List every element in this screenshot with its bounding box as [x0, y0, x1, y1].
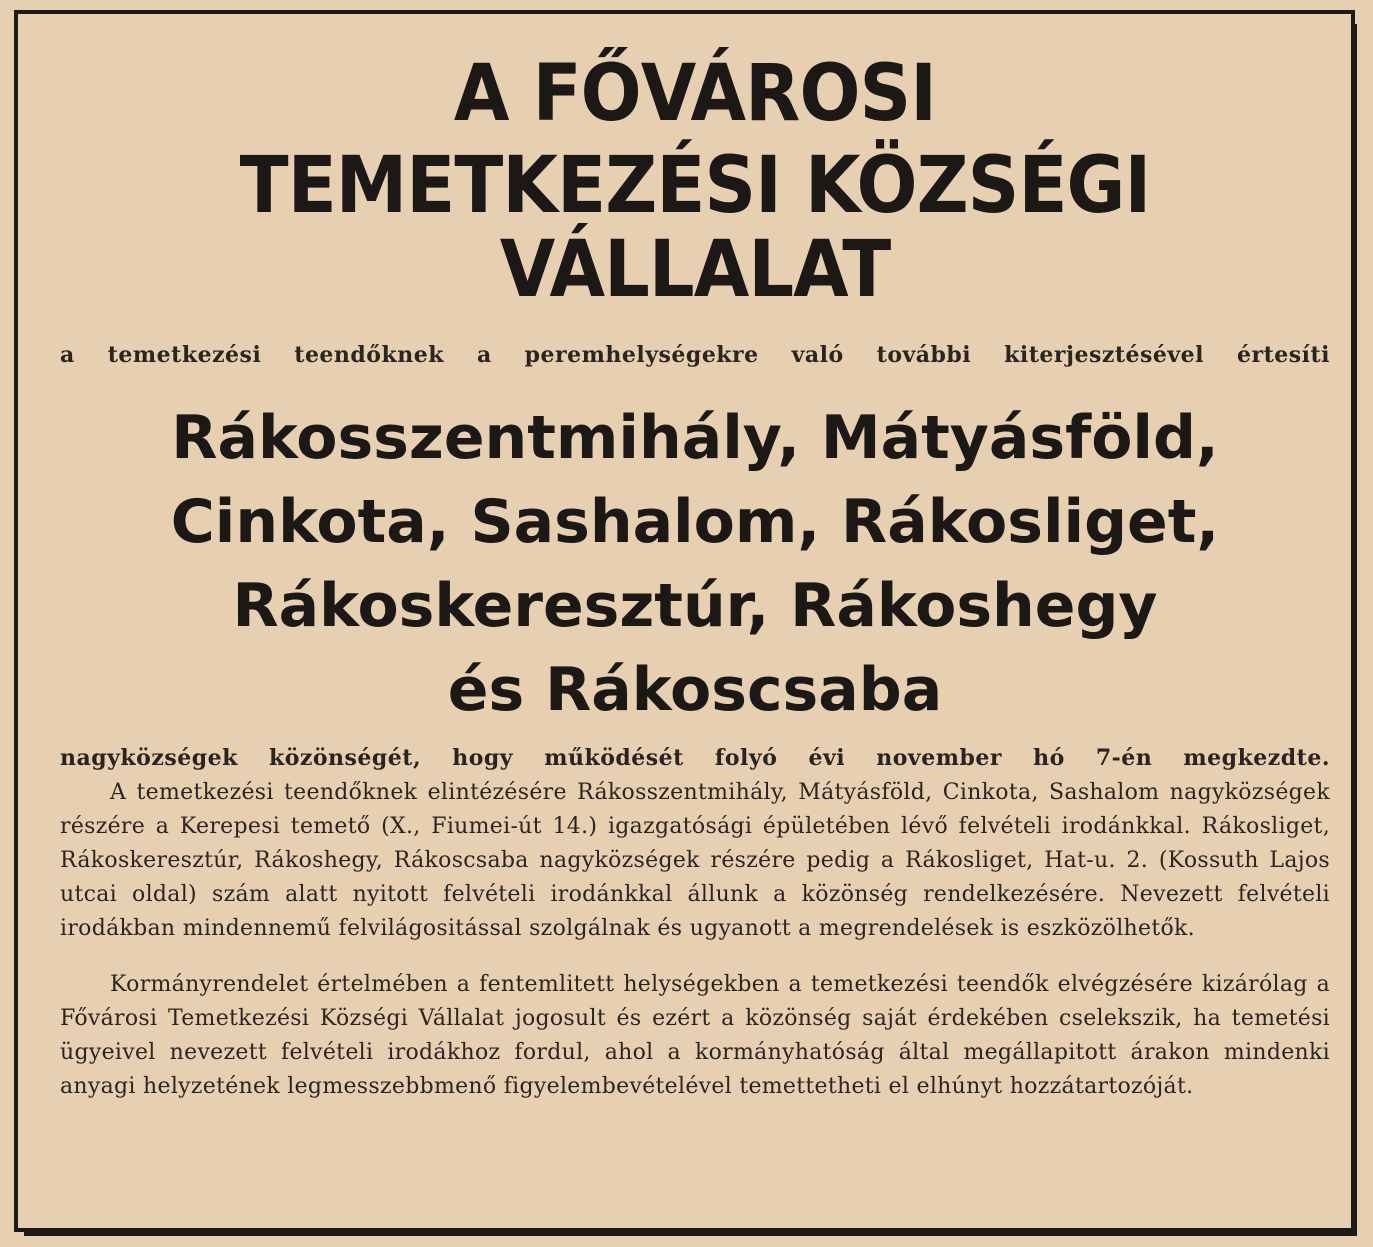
places-line: és Rákoscsaba [447, 655, 943, 725]
heading-line-2: TEMETKEZÉSI KÖZSÉGI VÁLLALAT [239, 141, 1151, 315]
heading-line-1: A FŐVÁROSI [453, 49, 937, 139]
advertisement [60, 40, 1330, 1126]
body-paragraph-2: Kormányrendelet értelmében a fentemlitett helységekben a temetkezési teendők elvégzésére kizárólag a Fővárosi Temetkezési Községi Vállalat jogosult és ezért a közönség saját érdekében cselekszik, ha temetési ügyeivel nevezett felvételi irodákhoz fordul, ahol a kormányhatóság által megállapitott árakon mindenki anyagi helyzetének legmesszebbmenő figyelembevételével temettetheti el elhúnyt hozzátartozóját. [60, 972, 1330, 1099]
places-line: Cinkota, Sashalom, Rákosliget, [170, 487, 1220, 557]
places-line: Rákoskeresztúr, Rákoshegy [232, 571, 1158, 641]
places-line: Rákosszentmihály, Mátyásföld, [171, 403, 1219, 473]
intro-text: a temetkezési teendőknek a peremhelységekre való további kiterjesztésével értesíti [60, 342, 1330, 368]
closing-text: nagyközségek közönségét, hogy működését folyó évi november hó 7-én megkezdte. [60, 745, 1330, 771]
body-paragraph-1: A temetkezési teendőknek elintézésére Rákosszentmihály, Mátyásföld, Cinkota, Sashalom nagyközségek részére a Kerepesi temető (X., Fiumei-út 14.) igazgatósági épületében lévő felvételi irodánkkal. Rákosliget, Rákoskeresztúr, Rákoshegy, Rákoscsaba nagyközségek részére pedig a Rákosliget, Hat-u. 2. (Kossuth Lajos utcai oldal) szám alatt nyitott felvételi irodánkkal állunk a közönség rendelkezésére. Nevezett felvételi irodákban mindennemű felvilágositással szolgálnak és ugyanott a megrendelések is eszközölhetők. [60, 780, 1330, 941]
places-list [60, 396, 1330, 732]
